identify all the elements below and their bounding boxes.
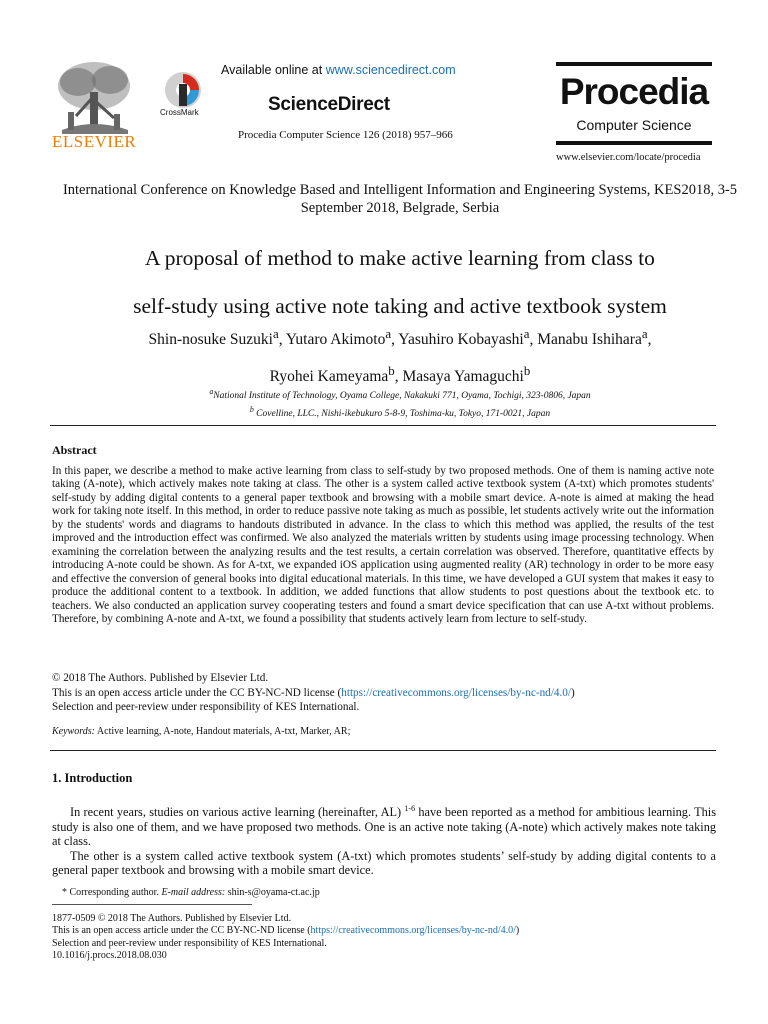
affiliation-a [30,385,768,403]
author-affiliation-mark: b [523,363,531,379]
footer-license-line [52,925,714,937]
divider [50,425,716,426]
paper-title-line-1: A proposal of method to make active learning from class to [145,246,655,270]
procedia-title: Procedia [559,71,709,112]
abstract-text: In this paper, we describe a method to make active learning from class to self-study by two proposed methods. One of them is naming active note taking (A-note), which actively makes note taking at class. The other is a system called active textbook system (A-txt) which promotes students' self-study by adding digital contents to a general paper textbook and browsing with a mobile smart device. A-note is aimed at making the head work for taking note itself. In this method, in order to reduce passive note taking as much as possible, let students actively write out the information by the students' words and diagrams to handouts distributed in advance. In the class to which this method was applied, the results of the test improved and the introduction effect was confirmed. We also analyzed the materials written by students using image processing technology. When examining the correlation between the analyzing results and the test results, a certain correlation was observed. Therefore, quantitative effects by introducing A-note could be shown. As for A-txt, we expanded iOS application using augmented reality (AR) technology in order to be more easy and effective the conversion of general books into digital educational materials. In this time, we have developed a GUI system that makes it easy to produce the additional content to a textbook. In addition, we added functions that allow students to post questions about the textbook etc. to teachers. We also conducted an application survey cooperating testers and found a smart device specification that can use A-txt without problems. Therefore, by combining A-note and A-txt, we found a possibility that students actively learn from lecture to self-study. [52,465,714,625]
footer-block [52,913,714,962]
introduction-paragraph-2: The other is a system called active textbook system (A-txt) which promotes students’ self-study by adding digital contents to a general paper textbook and browsing with a mobile smart device. [52,848,716,878]
license-line [52,686,714,701]
sciencedirect-link[interactable]: www.sciencedirect.com [325,63,456,77]
introduction-text [52,802,716,878]
paper-title-line-2: self-study using active note taking and active textbook system [133,294,667,318]
license-link[interactable]: https://creativecommons.org/licenses/by-nc-nd/4.0/ [341,686,571,699]
journal-reference: Procedia Computer Science 126 (2018) 957–966 [238,129,453,141]
author-name: Manabu Ishihara [537,331,642,349]
author-separator: , [394,368,403,386]
author-affiliation-mark: a [272,326,279,341]
paper-title [30,234,768,330]
footnote-divider [52,904,252,905]
introduction-paragraph-1 [52,802,716,849]
available-online-line [221,63,456,77]
author-list [30,318,768,392]
author-name: Shin-nosuke Suzuki [148,331,273,349]
affiliation-mark: a [209,387,214,396]
author-affiliation-mark: b [388,363,395,379]
citation-ref[interactable]: 1-6 [404,804,416,813]
divider [50,750,716,751]
footer-review-line: Selection and peer-review under responsibility of KES International. [52,937,327,949]
introduction-heading: 1. Introduction [52,771,133,785]
elsevier-wordmark: ELSEVIER [52,132,137,151]
license-suffix: ) [570,686,575,699]
paragraph-text: In recent years, studies on various active learning (hereinafter, AL) [70,805,405,820]
affiliation-text: Covelline, LLC., Nishi-ikebukuro 5-8-9, Toshima-ku, Tokyo, 171-0021, Japan [253,409,551,420]
license-prefix: This is an open access article under the CC BY-NC-ND license ( [52,686,342,699]
copyright-line: © 2018 The Authors. Published by Elsevier Ltd. [52,672,269,684]
author-separator: , [647,331,652,349]
keywords-text: Active learning, A-note, Handout materials, A-txt, Marker, AR; [94,726,351,737]
license-prefix: This is an open access article under the CC BY-NC-ND license ( [52,925,311,937]
author-separator: , [278,331,286,349]
procedia-subtitle: Computer Science [576,117,692,133]
paragraph-text: have been reported as a method for ambitious learning. This study is also one of them, and we have proposed two methods. One is an active note taking (A-note) which actively makes note taking at class. [52,805,716,849]
corresponding-author-note [62,887,320,898]
footer-license-link[interactable]: https://creativecommons.org/licenses/by-nc-nd/4.0/ [310,925,516,937]
affiliations [30,385,768,421]
crossmark-label: CrossMark [160,108,199,117]
corresponding-prefix: * Corresponding author. [62,887,162,898]
author-name: Yasuhiro Kobayashi [398,331,524,349]
abstract-heading: Abstract [52,443,97,457]
author-name: Masaya Yamaguchi [402,368,524,386]
keywords-label: Keywords: [52,726,95,737]
author-separator: , [529,331,538,349]
email-label: E-mail address: [161,887,226,898]
author-affiliation-mark: a [385,326,392,341]
affiliation-text: National Institute of Technology, Oyama College, Nakakuki 771, Oyama, Tochigi, 323-0806, Japan [213,391,591,402]
affiliation-b [30,403,768,421]
keywords-line [52,726,714,737]
email-address[interactable]: shin-s@oyama-ct.ac.jp [225,887,320,898]
journal-homepage-link[interactable]: www.elsevier.com/locate/procedia [556,152,701,163]
sciencedirect-wordmark: ScienceDirect [268,94,390,115]
affiliation-mark: b [249,405,254,415]
author-affiliation-mark: a [641,326,648,341]
author-name: Ryohei Kameyama [269,368,389,386]
author-name: Yutaro Akimoto [285,331,386,349]
issn-line: 1877-0509 © 2018 The Authors. Published by Elsevier Ltd. [52,913,292,924]
conference-name: International Conference on Knowledge Based and Intelligent Information and Engineering Systems, KES2018, 3-5 September 2018, Belgrade, Serbia [62,182,738,216]
author-affiliation-mark: a [523,326,530,341]
copyright-block [52,671,714,715]
peer-review-line: Selection and peer-review under responsibility of KES International. [52,701,360,713]
author-separator: , [391,331,399,349]
available-prefix: Available online at [221,63,326,77]
doi[interactable]: 10.1016/j.procs.2018.08.030 [52,949,167,961]
author-line-1 [30,318,768,355]
license-suffix: ) [515,925,520,937]
